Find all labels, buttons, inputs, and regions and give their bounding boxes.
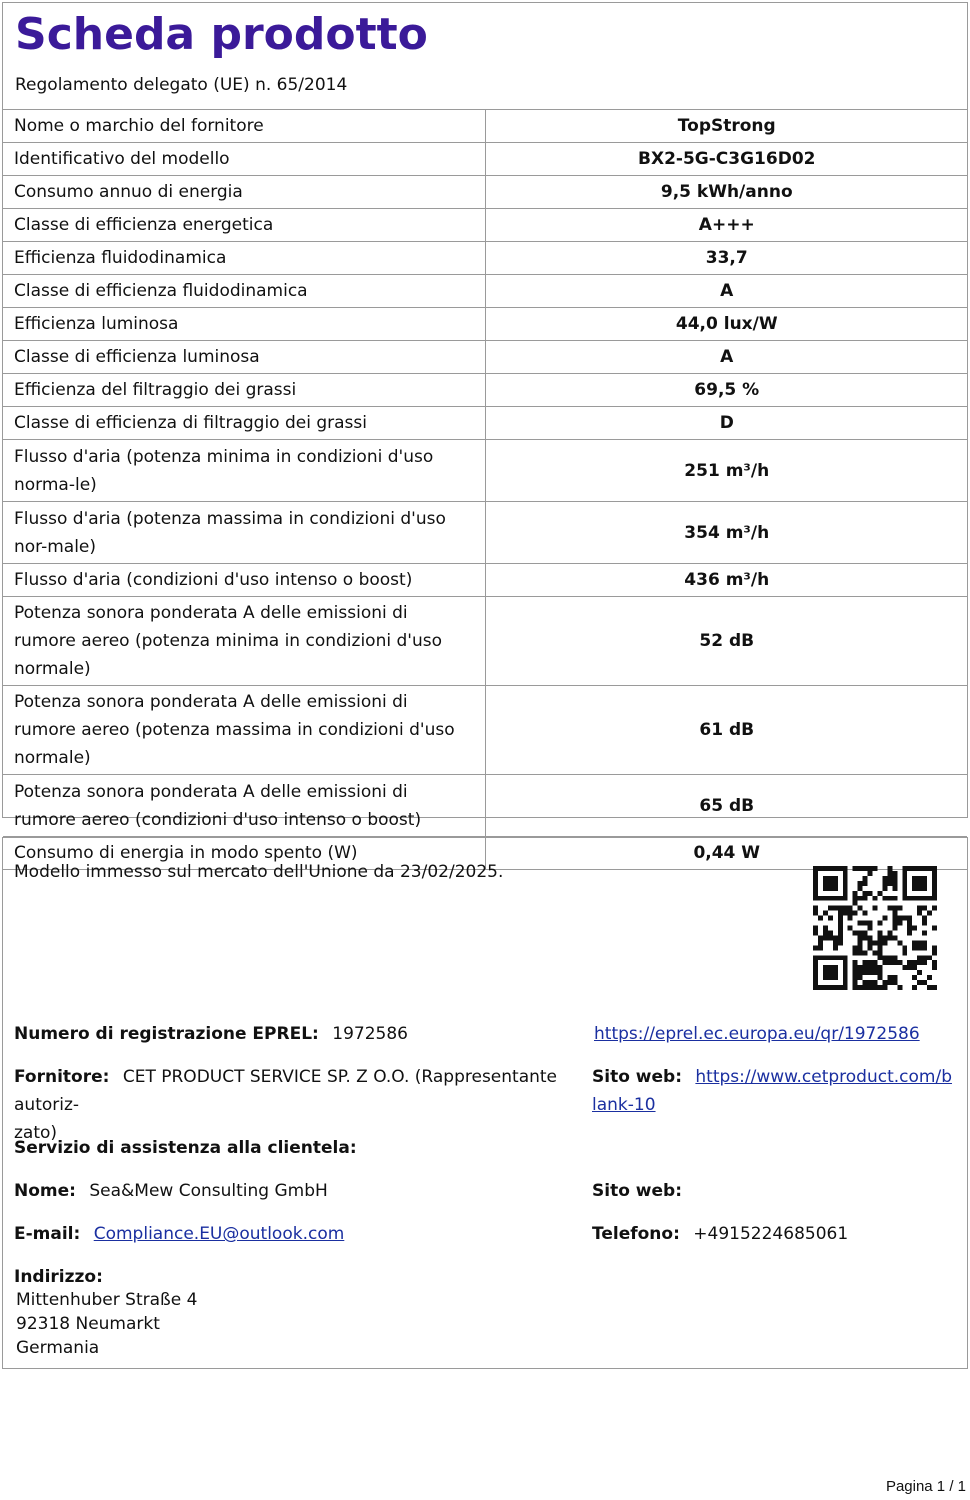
spec-value: 61 dB bbox=[485, 686, 967, 775]
name-label: Nome: bbox=[14, 1181, 76, 1201]
spec-label: Classe di efficienza fluidodinamica bbox=[3, 275, 485, 308]
supplier-website-label: Sito web: bbox=[592, 1067, 682, 1087]
spec-value: 52 dB bbox=[485, 597, 967, 686]
spec-label: Nome o marchio del fornitore bbox=[3, 110, 485, 143]
customer-service-email bbox=[14, 1220, 344, 1248]
address-label: Indirizzo: bbox=[14, 1267, 103, 1287]
supplier-name-line1: CET PRODUCT SERVICE SP. Z O.O. (Rappresentante autoriz- bbox=[14, 1067, 558, 1115]
customer-service-name bbox=[14, 1177, 328, 1205]
eprel-label: Numero di registrazione EPREL: bbox=[14, 1024, 319, 1044]
supplier-website-block bbox=[592, 1063, 952, 1119]
address-block bbox=[16, 1288, 197, 1360]
spec-row bbox=[3, 143, 967, 176]
spec-value: 33,7 bbox=[485, 242, 967, 275]
spec-label: Flusso d'aria (condizioni d'uso intenso o boost) bbox=[3, 564, 485, 597]
spec-label: Consumo di energia in modo spento (W) bbox=[3, 837, 485, 870]
spec-label: Efficienza del filtraggio dei grassi bbox=[3, 374, 485, 407]
spec-value: 44,0 lux/W bbox=[485, 308, 967, 341]
spec-label: Classe di efficienza energetica bbox=[3, 209, 485, 242]
spec-value: A bbox=[485, 341, 967, 374]
address-city: 92318 Neumarkt bbox=[16, 1314, 160, 1334]
address-country: Germania bbox=[16, 1338, 100, 1358]
qr-code-icon[interactable] bbox=[813, 866, 937, 990]
eprel-registration bbox=[14, 1020, 408, 1048]
spec-value: 436 m³/h bbox=[485, 564, 967, 597]
customer-service-heading: Servizio di assistenza alla clientela: bbox=[14, 1138, 357, 1158]
customer-website-label: Sito web: bbox=[592, 1181, 682, 1201]
spec-row bbox=[3, 407, 967, 440]
spec-row bbox=[3, 775, 967, 837]
email-link[interactable]: Compliance.EU@outlook.com bbox=[93, 1224, 345, 1244]
customer-service-phone bbox=[592, 1220, 848, 1248]
spec-value: 354 m³/h bbox=[485, 502, 967, 564]
regulation-reference: Regolamento delegato (UE) n. 65/2014 bbox=[15, 75, 348, 95]
spec-value: TopStrong bbox=[485, 110, 967, 143]
spec-label: Flusso d'aria (potenza minima in condizioni d'uso norma-le) bbox=[3, 440, 485, 502]
spec-label: Identificativo del modello bbox=[3, 143, 485, 176]
spec-row bbox=[3, 502, 967, 564]
spec-label: Classe di efficienza di filtraggio dei grassi bbox=[3, 407, 485, 440]
spec-label: Consumo annuo di energia bbox=[3, 176, 485, 209]
page-title: Scheda prodotto bbox=[15, 9, 428, 60]
spec-label: Potenza sonora ponderata A delle emissioni di rumore aereo (condizioni d'uso intenso o boost) bbox=[3, 775, 485, 837]
spec-row bbox=[3, 597, 967, 686]
spec-value: 9,5 kWh/anno bbox=[485, 176, 967, 209]
email-label: E-mail: bbox=[14, 1224, 81, 1244]
spec-table bbox=[3, 109, 967, 870]
spec-row bbox=[3, 308, 967, 341]
spec-label: Classe di efficienza luminosa bbox=[3, 341, 485, 374]
spec-value: A+++ bbox=[485, 209, 967, 242]
spec-row bbox=[3, 374, 967, 407]
supplier-website-link[interactable]: https://www.cetproduct.com/b bbox=[695, 1067, 952, 1087]
spec-row bbox=[3, 110, 967, 143]
product-spec-section bbox=[2, 2, 968, 863]
page-number: Pagina 1 / 1 bbox=[885, 1478, 966, 1495]
supplier-name-line2: zato) bbox=[14, 1123, 58, 1143]
spec-row bbox=[3, 341, 967, 374]
spec-label: Flusso d'aria (potenza massima in condizioni d'uso nor-male) bbox=[3, 502, 485, 564]
spec-label: Efficienza luminosa bbox=[3, 308, 485, 341]
supplier-info-section bbox=[2, 837, 968, 1369]
spec-row bbox=[3, 275, 967, 308]
spec-row bbox=[3, 564, 967, 597]
supplier-label: Fornitore: bbox=[14, 1067, 110, 1087]
spec-value: 69,5 % bbox=[485, 374, 967, 407]
phone-value: +4915224685061 bbox=[693, 1224, 849, 1244]
spec-label: Efficienza fluidodinamica bbox=[3, 242, 485, 275]
spec-value: BX2-5G-C3G16D02 bbox=[485, 143, 967, 176]
eprel-number: 1972586 bbox=[332, 1024, 408, 1044]
supplier-website-link-cont[interactable]: lank-10 bbox=[592, 1095, 656, 1115]
spec-row bbox=[3, 686, 967, 775]
spec-value: 251 m³/h bbox=[485, 440, 967, 502]
spec-label: Potenza sonora ponderata A delle emissioni di rumore aereo (potenza massima in condizioni d'uso normale) bbox=[3, 686, 485, 775]
address-street: Mittenhuber Straße 4 bbox=[16, 1290, 198, 1310]
eprel-link[interactable]: https://eprel.ec.europa.eu/qr/1972586 bbox=[594, 1024, 920, 1044]
market-date-text: Modello immesso sul mercato dell'Unione da 23/02/2025. bbox=[14, 862, 504, 882]
spec-value: 65 dB bbox=[485, 775, 967, 837]
spec-value: A bbox=[485, 275, 967, 308]
phone-label: Telefono: bbox=[592, 1224, 680, 1244]
spec-label: Potenza sonora ponderata A delle emissioni di rumore aereo (potenza minima in condizioni d'uso normale) bbox=[3, 597, 485, 686]
spec-row bbox=[3, 440, 967, 502]
spec-row bbox=[3, 209, 967, 242]
spec-row bbox=[3, 176, 967, 209]
spec-value: 0,44 W bbox=[485, 837, 967, 870]
spec-row bbox=[3, 242, 967, 275]
spec-value: D bbox=[485, 407, 967, 440]
name-value: Sea&Mew Consulting GmbH bbox=[89, 1181, 328, 1201]
